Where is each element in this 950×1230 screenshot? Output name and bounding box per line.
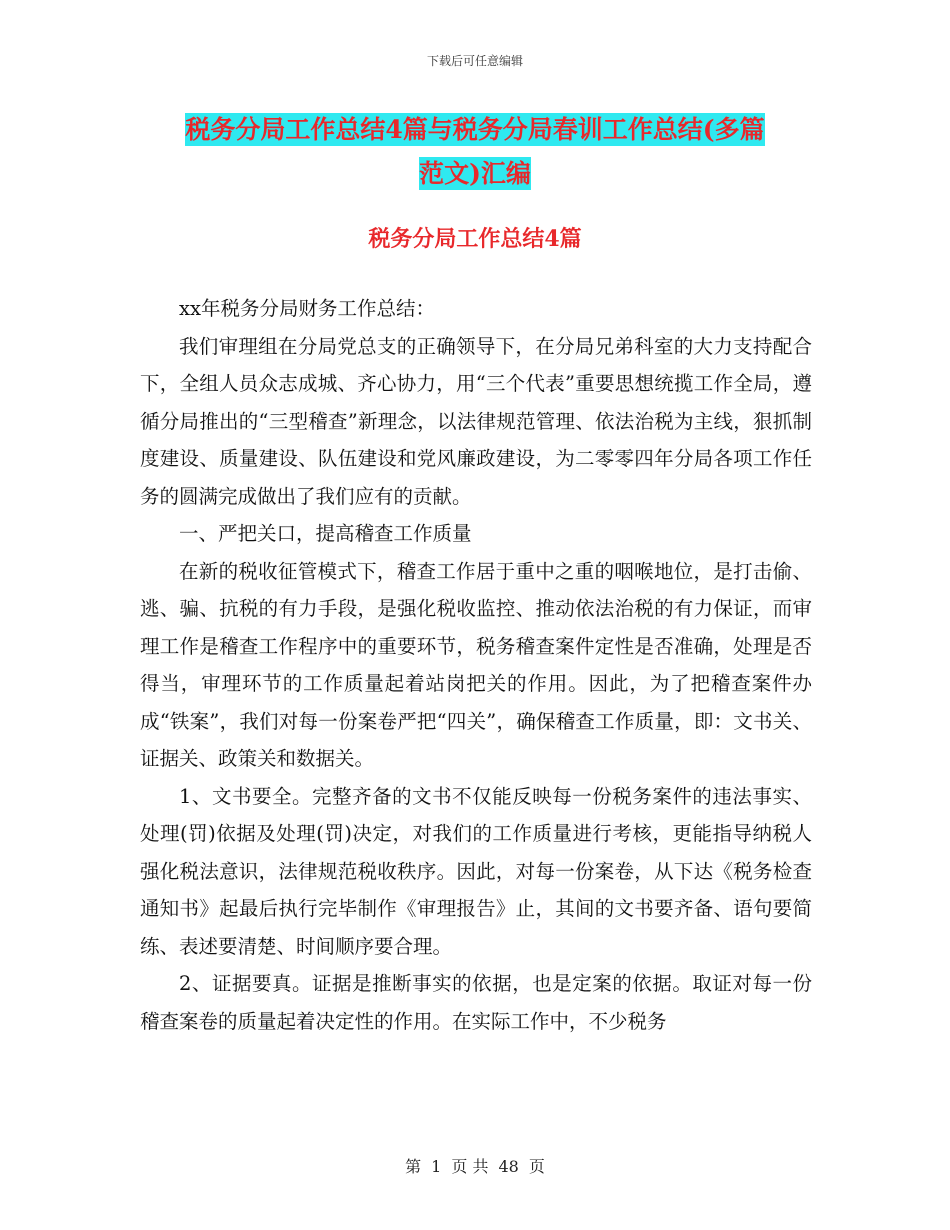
- header-note: 下载后可任意编辑: [426, 54, 523, 68]
- body-text: [140, 290, 812, 1040]
- paragraph-intro: xx年税务分局财务工作总结：: [179, 297, 435, 320]
- paragraph: 1、文书要全。完整齐备的文书不仅能反映每一份税务案件的违法事实、处理(罚)依据及处理(罚)决定，对我们的工作质量进行考核，更能指导纳税人强化税法意识，法律规范税收秩序。因此，对每一份案卷，从下达《税务检查通知书》起最后执行完毕制作《审理报告》止，其间的文书要齐备、语句要简练、表述要清楚、时间顺序要合理。: [140, 784, 812, 958]
- section-title: 税务分局工作总结4篇: [368, 226, 582, 252]
- footer-suffix: 页: [528, 1157, 545, 1176]
- page-number: 1: [431, 1157, 442, 1176]
- footer-prefix: 第: [405, 1157, 422, 1176]
- paragraph: 我们审理组在分局党总支的正确领导下，在分局兄弟科室的大力支持配合下，全组人员众志成城、齐心协力，用“三个代表”重要思想统揽工作全局，遵循分局推出的“三型稽查”新理念，以法律规范管理、依法治税为主线，狠抓制度建设、质量建设、队伍建设和党风廉政建设，为二零零四年分局各项工作任务的圆满完成做出了我们应有的贡献。: [140, 334, 812, 508]
- footer-mid: 页 共: [451, 1157, 489, 1176]
- paragraph: 在新的税收征管模式下，稽查工作居于重中之重的咽喉地位，是打击偷、逃、骗、抗税的有力手段，是强化税收监控、推动依法治税的有力保证，而审理工作是稽查工作程序中的重要环节，税务稽查案件定性是否准确，处理是否得当，审理环节的工作质量起着站岗把关的作用。因此，为了把稽查案件办成“铁案”，我们对每一份案卷严把“四关”，确保稽查工作质量，即：文书关、证据关、政策关和数据关。: [140, 559, 812, 770]
- document-title-line-1: 税务分局工作总结4篇与税务分局春训工作总结(多篇: [185, 115, 765, 144]
- paragraph-heading: 一、严把关口，提高稽查工作质量: [179, 522, 472, 545]
- document-title-line-2: 范文)汇编: [419, 159, 531, 188]
- paragraph: 2、证据要真。证据是推断事实的依据，也是定案的依据。取证对每一份稽查案卷的质量起着决定性的作用。在实际工作中，不少税务: [140, 972, 812, 1033]
- document-title: [140, 108, 810, 196]
- total-pages: 48: [498, 1157, 519, 1176]
- page-footer: [0, 1154, 950, 1177]
